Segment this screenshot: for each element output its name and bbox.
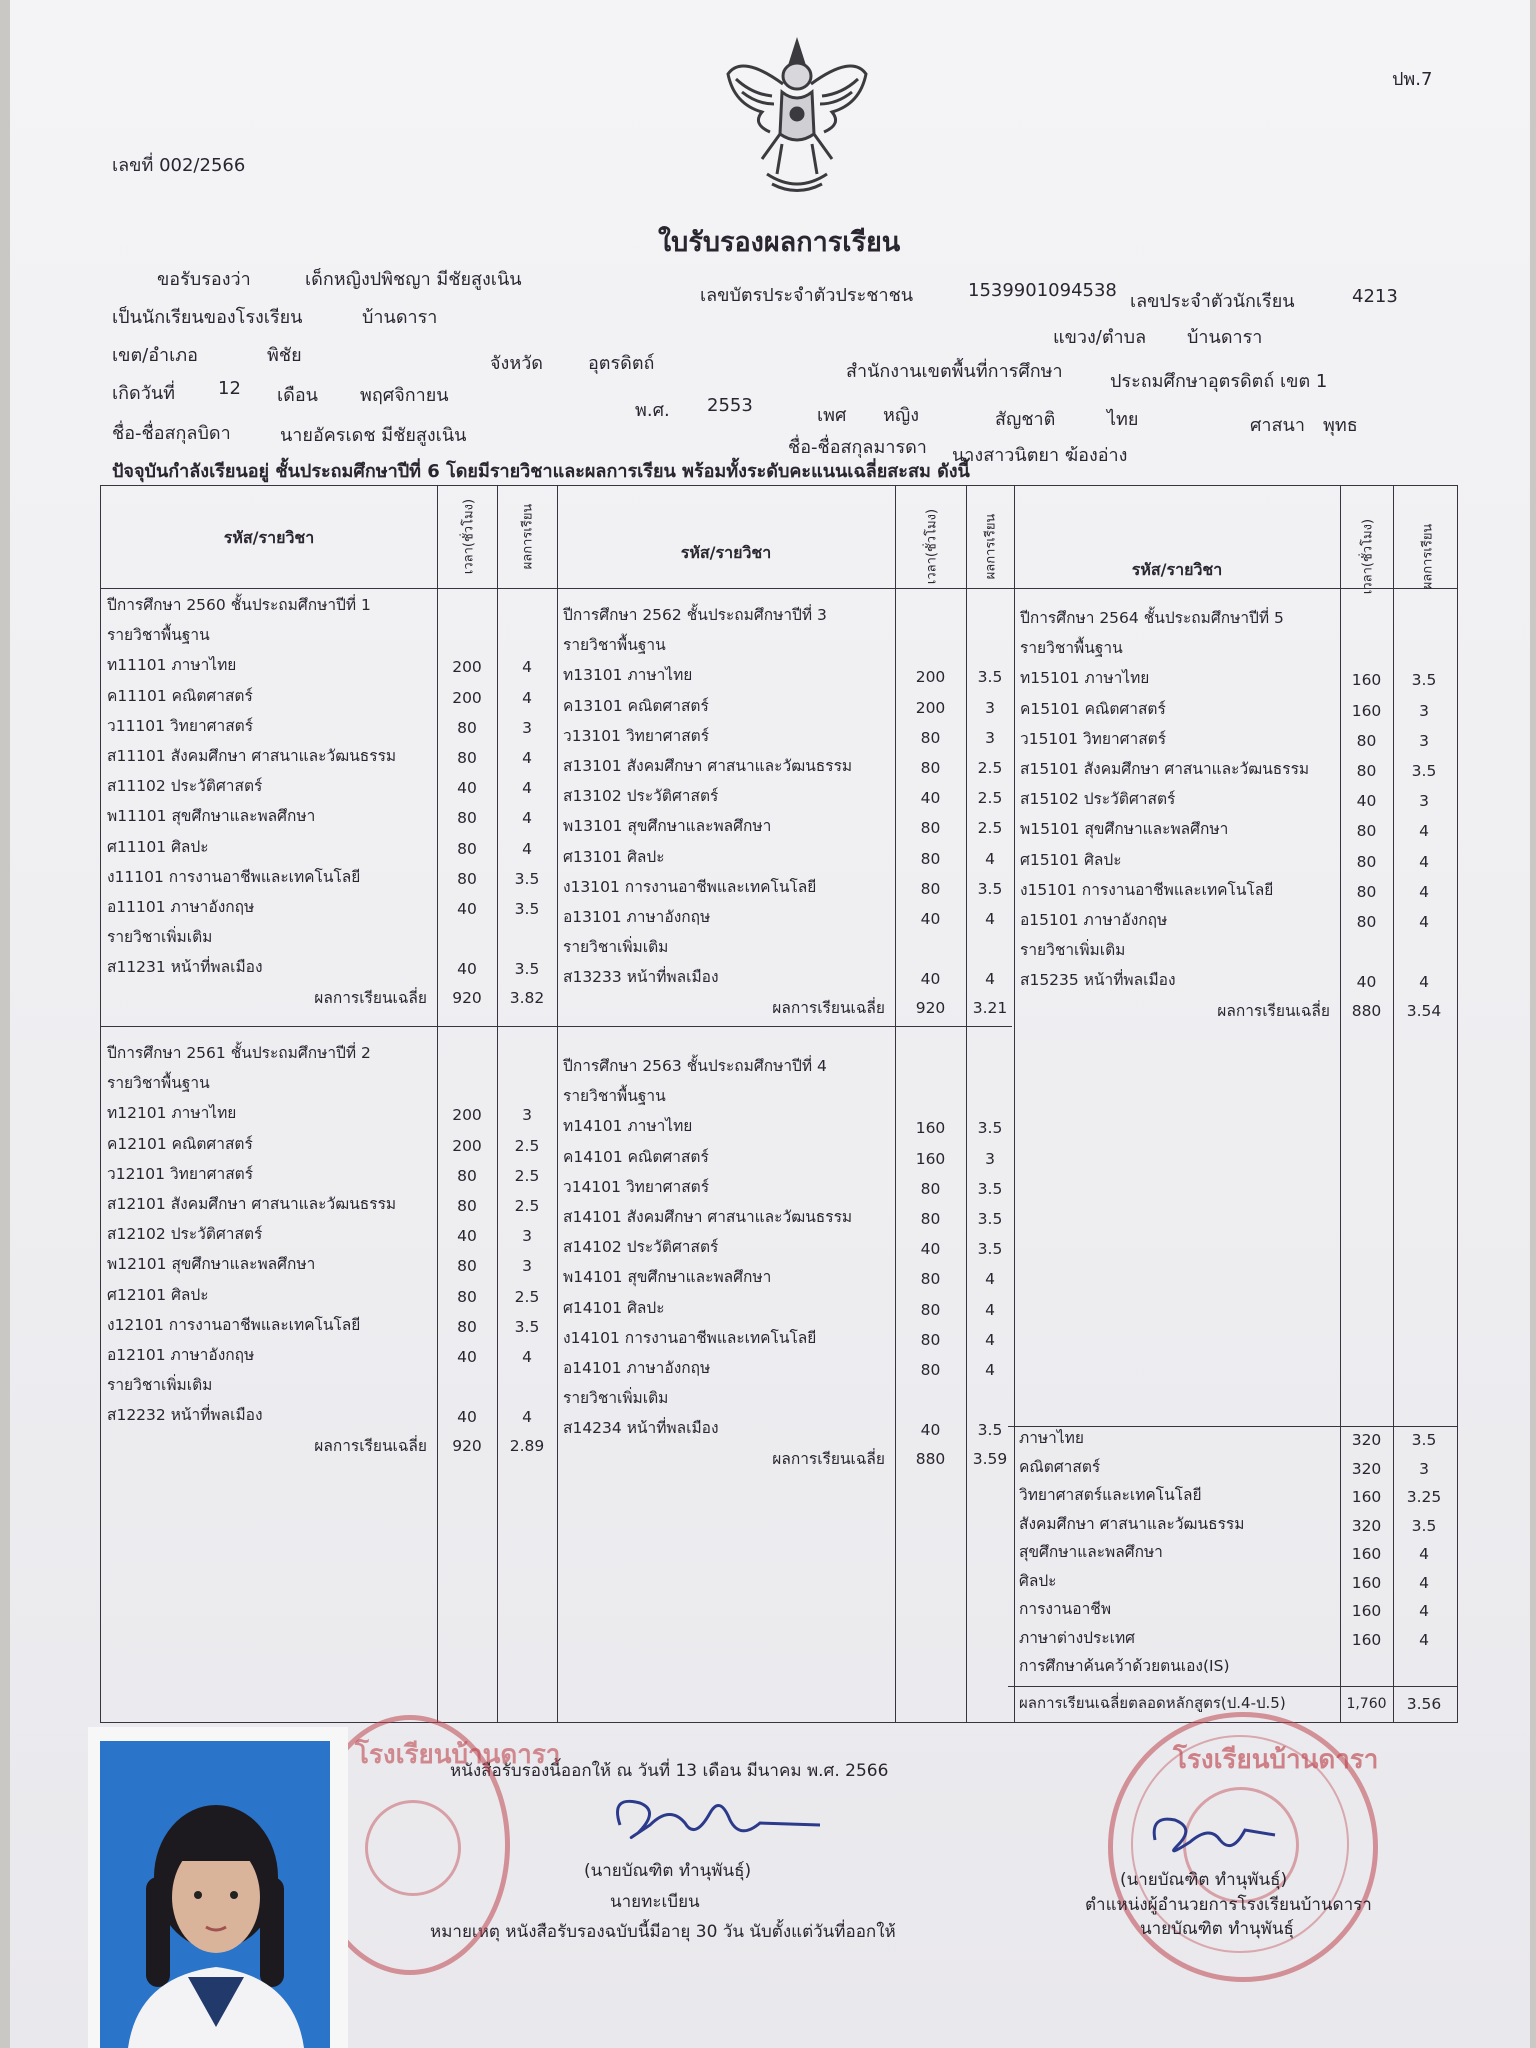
subject-grade: 4 (985, 970, 995, 989)
overall-hours: 1,760 (1346, 1696, 1387, 1712)
subject-grade: 3.5 (977, 879, 1003, 898)
basic-subjects-label: รายวิชาพื้นฐาน (107, 1074, 210, 1093)
summary-subject: ศิลปะ (1019, 1571, 1057, 1590)
document-number: เลขที่ 002/2566 (112, 155, 246, 176)
subject-grade: 4 (1419, 973, 1429, 992)
subject-hours: 40 (920, 970, 941, 989)
subject-grade: 4 (1419, 913, 1429, 931)
subject-name: ศ11101 ศิลปะ (107, 837, 209, 856)
subject-hours: 80 (1356, 762, 1377, 780)
header-subject-2: รหัส/รายวิชา (680, 543, 772, 562)
subject-grade: 2.5 (514, 1197, 540, 1215)
additional-subjects-label: รายวิชาเพิ่มเติม (563, 1389, 669, 1408)
summary-hours: 320 (1351, 1431, 1382, 1449)
header-grade-3: ผลการเรียน (1420, 523, 1436, 590)
header-hours-1: เวลา(ชั่วโมง) (461, 498, 477, 575)
summary-hours: 160 (1351, 1630, 1382, 1649)
subject-hours: 200 (915, 698, 946, 717)
subject-name: ง12101 การงานอาชีพและเทคโนโลยี (107, 1315, 361, 1334)
subject-name: ท11101 ภาษาไทย (107, 656, 237, 675)
subject-grade: 3.5 (977, 1119, 1003, 1138)
summary-grade: 4 (1419, 1630, 1429, 1649)
subject-name: ว13101 วิทยาศาสตร์ (563, 726, 710, 745)
subject-name: พ12101 สุขศึกษาและพลศึกษา (107, 1255, 316, 1274)
nationality-label: สัญชาติ (995, 409, 1056, 430)
nationality: ไทย (1107, 409, 1139, 430)
subject-grade: 3 (1419, 792, 1429, 811)
subject-name: อ13101 ภาษาอังกฤษ (563, 908, 711, 926)
school-label: เป็นนักเรียนของโรงเรียน (112, 307, 303, 328)
subject-hours: 80 (457, 869, 477, 888)
subject-hours: 80 (920, 849, 941, 868)
subject-hours: 40 (920, 910, 941, 928)
subject-hours: 160 (915, 1119, 946, 1138)
subject-hours: 40 (920, 1421, 941, 1440)
student-photo (88, 1727, 348, 2048)
subject-name: พ11101 สุขศึกษาและพลศึกษา (107, 807, 316, 826)
summary-subject: การงานอาชีพ (1019, 1600, 1112, 1618)
grades-table (100, 485, 1458, 1723)
subject-name: ส12102 ประวัติศาสตร์ (107, 1225, 263, 1244)
header-hours-2: เวลา(ชั่วโมง) (924, 508, 940, 585)
summary-subject: สุขศึกษาและพลศึกษา (1019, 1543, 1163, 1561)
director-subname: นายบัณฑิต ทำนุพันธุ์ (1140, 1919, 1294, 1939)
subject-name: ส15102 ประวัติศาสตร์ (1020, 790, 1176, 809)
student-name: เด็กหญิงปพิชญา มีชัยสูงเนิน (305, 269, 522, 290)
id-card-label: เลขบัตรประจำตัวประชาชน (700, 285, 914, 306)
year-header: ปีการศึกษา 2560 ชั้นประถมศึกษาปีที่ 1 (107, 596, 371, 614)
father-label: ชื่อ-ชื่อสกุลบิดา (112, 423, 231, 444)
subject-name: ศ15101 ศิลปะ (1020, 850, 1122, 869)
subject-name: ส14101 สังคมศึกษา ศาสนาและวัฒนธรรม (563, 1208, 853, 1226)
subject-grade: 4 (522, 688, 532, 707)
summary-grade: 3.25 (1406, 1488, 1442, 1506)
subject-grade: 4 (522, 1408, 532, 1427)
director-name: (นายบัณฑิต ทำนุพันธุ์) (1120, 1870, 1288, 1890)
summary-hours: 160 (1351, 1488, 1382, 1506)
sex-label: เพศ (817, 405, 847, 426)
id-card-number: 1539901094538 (968, 280, 1117, 301)
subject-grade: 2.5 (514, 1287, 540, 1306)
mother-label: ชื่อ-ชื่อสกุลมารดา (788, 437, 927, 458)
subject-hours: 80 (920, 1300, 941, 1319)
subject-grade: 3 (985, 1149, 995, 1168)
subject-name: ง15101 การงานอาชีพและเทคโนโลยี (1020, 880, 1274, 899)
subject-grade: 3 (522, 1227, 532, 1246)
area-label: สำนักงานเขตพื้นที่การศึกษา (846, 361, 1063, 382)
subject-name: ท15101 ภาษาไทย (1020, 669, 1150, 688)
subject-hours: 80 (457, 1287, 477, 1306)
summary-hours: 320 (1351, 1516, 1382, 1535)
additional-subjects-label: รายวิชาเพิ่มเติม (563, 938, 669, 957)
summary-subject: วิทยาศาสตร์และเทคโนโลยี (1019, 1486, 1202, 1504)
subject-grade: 4 (522, 809, 532, 828)
subject-name: ส14102 ประวัติศาสตร์ (563, 1238, 719, 1257)
summary-subject: คณิตศาสตร์ (1019, 1457, 1101, 1476)
subject-hours: 80 (920, 819, 941, 838)
subject-grade: 4 (1419, 852, 1429, 871)
subject-grade: 3 (985, 728, 995, 747)
subject-name: อ11101 ภาษาอังกฤษ (107, 898, 255, 916)
average-label: ผลการเรียนเฉลี่ย (1217, 1001, 1330, 1020)
school-name: บ้านดารา (362, 307, 438, 328)
subject-hours: 80 (457, 749, 477, 767)
subject-hours: 200 (452, 1106, 482, 1125)
year-header: ปีการศึกษา 2562 ชั้นประถมศึกษาปีที่ 3 (563, 606, 827, 624)
subject-grade: 3.5 (977, 1240, 1003, 1259)
subject-name: ศ14101 ศิลปะ (563, 1298, 665, 1317)
religion-label: ศาสนา (1250, 415, 1305, 436)
subject-grade: 4 (985, 1300, 995, 1319)
sex: หญิง (883, 405, 919, 426)
total-hours: 920 (915, 998, 946, 1017)
subject-name: ค15101 คณิตศาสตร์ (1020, 699, 1166, 718)
validity-note: หมายเหตุ หนังสือรับรองฉบับนี้มีอายุ 30 วัน นับตั้งแต่วันที่ออกให้ (430, 1922, 896, 1942)
subject-hours: 160 (1351, 701, 1382, 720)
subject-hours: 40 (457, 900, 477, 918)
birth-day-label: เกิดวันที่ (112, 383, 176, 404)
summary-hours: 160 (1351, 1545, 1382, 1563)
subject-name: ว14101 วิทยาศาสตร์ (563, 1177, 710, 1196)
subject-name: ส15235 หน้าที่พลเมือง (1020, 971, 1176, 990)
birth-day: 12 (218, 378, 241, 399)
subject-name: ท14101 ภาษาไทย (563, 1117, 693, 1136)
subject-name: ส15101 สังคมศึกษา ศาสนาและวัฒนธรรม (1020, 760, 1310, 778)
subject-grade: 2.5 (977, 819, 1003, 838)
student-no: 4213 (1352, 286, 1398, 307)
subject-grade: 2.5 (977, 789, 1003, 808)
subject-name: ส12232 หน้าที่พลเมือง (107, 1406, 263, 1425)
subject-name: ส11101 สังคมศึกษา ศาสนาและวัฒนธรรม (107, 747, 397, 765)
subject-name: ท12101 ภาษาไทย (107, 1104, 237, 1123)
subject-name: พ15101 สุขศึกษาและพลศึกษา (1020, 820, 1229, 839)
director-title: ตำแหน่งผู้อำนวยการโรงเรียนบ้านดารา (1085, 1895, 1372, 1915)
subject-name: ว15101 วิทยาศาสตร์ (1020, 729, 1167, 748)
summary-grade: 4 (1419, 1602, 1429, 1620)
father-name: นายอัครเดช มีชัยสูงเนิน (280, 425, 467, 446)
director-signature-icon (1140, 1800, 1290, 1870)
subject-grade: 3.5 (514, 1317, 540, 1336)
subject-grade: 4 (985, 849, 995, 868)
subject-name: ค12101 คณิตศาสตร์ (107, 1134, 253, 1153)
subject-grade: 3.5 (514, 960, 540, 979)
summary-grade: 4 (1419, 1545, 1429, 1563)
subject-grade: 4 (1419, 822, 1429, 841)
registrar-name: (นายบัณฑิต ทำนุพันธุ์) (584, 1861, 752, 1881)
subject-grade: 4 (522, 749, 532, 767)
subject-grade: 2.5 (977, 759, 1003, 777)
subject-hours: 40 (457, 779, 477, 798)
year-header: ปีการศึกษา 2563 ชั้นประถมศึกษาปีที่ 4 (563, 1057, 827, 1075)
subject-name: พ13101 สุขศึกษาและพลศึกษา (563, 817, 772, 836)
subject-grade: 3.5 (514, 900, 540, 918)
grade-average: 3.21 (972, 998, 1008, 1017)
subject-hours: 80 (457, 1197, 477, 1215)
subject-hours: 160 (1351, 671, 1382, 690)
summary-subject: ภาษาต่างประเทศ (1019, 1628, 1136, 1647)
basic-subjects-label: รายวิชาพื้นฐาน (563, 636, 666, 655)
birth-year-label: พ.ศ. (635, 400, 670, 421)
subject-name: ศ13101 ศิลปะ (563, 847, 665, 866)
birth-month: พฤศจิกายน (360, 385, 449, 406)
province: อุตรดิตถ์ (588, 353, 655, 374)
summary-grade: 3 (1419, 1459, 1429, 1478)
subject-grade: 3.5 (1411, 762, 1437, 780)
summary-subject: สังคมศึกษา ศาสนาและวัฒนธรรม (1019, 1514, 1245, 1533)
form-code: ปพ.7 (1392, 69, 1433, 90)
birth-year: 2553 (707, 395, 753, 416)
subject-name: ง13101 การงานอาชีพและเทคโนโลยี (563, 877, 817, 896)
birth-month-label: เดือน (277, 385, 318, 406)
basic-subjects-label: รายวิชาพื้นฐาน (563, 1087, 666, 1106)
subject-grade: 3.5 (1411, 671, 1437, 690)
stamp-right-text: โรงเรียนบ้านดารา (1173, 1745, 1379, 1775)
subject-name: อ15101 ภาษาอังกฤษ (1020, 911, 1168, 929)
subject-hours: 40 (1356, 792, 1377, 811)
summary-subject: การศึกษาค้นคว้าด้วยตนเอง(IS) (1019, 1657, 1230, 1675)
subject-hours: 80 (457, 718, 477, 737)
subject-name: ส13102 ประวัติศาสตร์ (563, 787, 719, 806)
subject-name: ง14101 การงานอาชีพและเทคโนโลยี (563, 1328, 817, 1347)
subject-name: ท13101 ภาษาไทย (563, 666, 693, 685)
subject-grade: 3 (522, 718, 532, 737)
subject-grade: 4 (985, 1270, 995, 1289)
header-grade-2: ผลการเรียน (983, 513, 999, 580)
subject-name: ส12101 สังคมศึกษา ศาสนาและวัฒนธรรม (107, 1195, 397, 1213)
header-subject-3: รหัส/รายวิชา (1131, 560, 1223, 579)
province-label: จังหวัด (490, 353, 543, 374)
header-subject-1: รหัส/รายวิชา (223, 528, 315, 547)
subject-grade: 3.5 (977, 1421, 1003, 1440)
subject-name: ค11101 คณิตศาสตร์ (107, 686, 253, 705)
summary-grade: 3.5 (1411, 1431, 1437, 1449)
subject-grade: 4 (522, 839, 532, 858)
additional-subjects-label: รายวิชาเพิ่มเติม (107, 928, 213, 947)
total-hours: 920 (452, 988, 482, 1007)
additional-subjects-label: รายวิชาเพิ่มเติม (107, 1376, 213, 1395)
subject-hours: 80 (920, 879, 941, 898)
district-label: เขต/อำเภอ (112, 345, 198, 366)
summary-hours: 160 (1351, 1602, 1382, 1620)
student-no-label: เลขประจำตัวนักเรียน (1130, 291, 1295, 312)
year-header: ปีการศึกษา 2564 ชั้นประถมศึกษาปีที่ 5 (1020, 609, 1284, 627)
subject-name: ว12101 วิทยาศาสตร์ (107, 1164, 254, 1183)
subject-grade: 3 (522, 1257, 532, 1276)
header-grade-1: ผลการเรียน (520, 503, 536, 570)
grade-average: 3.82 (509, 988, 545, 1007)
subject-name: ส13101 สังคมศึกษา ศาสนาและวัฒนธรรม (563, 757, 853, 775)
basic-subjects-label: รายวิชาพื้นฐาน (1020, 639, 1123, 658)
subject-hours: 80 (1356, 852, 1377, 871)
subject-hours: 200 (915, 668, 946, 687)
garuda-emblem-icon (722, 34, 872, 199)
subject-grade: 2.5 (514, 1136, 540, 1155)
subject-hours: 80 (920, 1210, 941, 1228)
subject-grade: 3.5 (977, 1210, 1003, 1228)
document-title: ใบรับรองผลการเรียน (658, 227, 901, 258)
subject-grade: 3 (1419, 731, 1429, 750)
total-hours: 880 (915, 1449, 946, 1468)
subject-hours: 160 (915, 1149, 946, 1168)
subject-hours: 40 (457, 1408, 477, 1427)
subject-grade: 3.5 (514, 869, 540, 888)
subject-hours: 200 (452, 1136, 482, 1155)
subject-hours: 80 (920, 728, 941, 747)
subject-hours: 200 (452, 688, 482, 707)
subject-name: ศ12101 ศิลปะ (107, 1285, 209, 1304)
subdistrict: บ้านดารา (1187, 327, 1263, 348)
grade-average: 2.89 (509, 1436, 545, 1455)
mother-name: นางสาวนิตยา ฆ้องอ่าง (952, 445, 1128, 466)
subject-name: ค14101 คณิตศาสตร์ (563, 1147, 709, 1166)
subject-hours: 40 (1356, 973, 1377, 992)
average-label: ผลการเรียนเฉลี่ย (314, 988, 427, 1007)
registrar-signature-icon (590, 1785, 840, 1855)
subject-hours: 80 (457, 839, 477, 858)
additional-subjects-label: รายวิชาเพิ่มเติม (1020, 941, 1126, 960)
subject-name: ส14234 หน้าที่พลเมือง (563, 1419, 719, 1438)
subject-grade: 3.5 (977, 668, 1003, 687)
average-label: ผลการเรียนเฉลี่ย (314, 1436, 427, 1455)
subject-hours: 80 (920, 759, 941, 777)
subject-grade: 2.5 (514, 1166, 540, 1185)
summary-hours: 160 (1351, 1573, 1382, 1592)
subject-grade: 3 (1419, 701, 1429, 720)
subject-name: พ14101 สุขศึกษาและพลศึกษา (563, 1268, 772, 1287)
subject-hours: 80 (920, 1179, 941, 1198)
subject-grade: 4 (1419, 882, 1429, 901)
summary-subject: ภาษาไทย (1019, 1429, 1084, 1447)
subject-hours: 200 (452, 658, 482, 677)
subject-hours: 40 (457, 1227, 477, 1246)
certify-label: ขอรับรองว่า (157, 269, 251, 290)
subject-hours: 80 (457, 1317, 477, 1336)
summary-grade: 3.5 (1411, 1516, 1437, 1535)
subject-hours: 80 (457, 1166, 477, 1185)
subject-grade: 3 (985, 698, 995, 717)
religion: พุทธ (1323, 415, 1358, 436)
subject-hours: 80 (1356, 731, 1377, 750)
subject-hours: 80 (1356, 822, 1377, 841)
subject-hours: 80 (1356, 913, 1377, 931)
basic-subjects-label: รายวิชาพื้นฐาน (107, 626, 210, 645)
subject-hours: 80 (920, 1330, 941, 1349)
current-status-line: ปัจจุบันกำลังเรียนอยู่ ชั้นประถมศึกษาปีที่ 6 โดยมีรายวิชาและผลการเรียน พร้อมทั้งระดับคะแนนเฉลี่ยสะสม ดังนี้ (112, 461, 970, 482)
grade-average: 3.59 (972, 1449, 1008, 1468)
area: ประถมศึกษาอุตรดิตถ์ เขต 1 (1110, 371, 1328, 392)
summary-hours: 320 (1351, 1459, 1382, 1478)
registrar-title: นายทะเบียน (610, 1892, 700, 1912)
subject-hours: 80 (920, 1361, 941, 1379)
subject-hours: 40 (920, 789, 941, 808)
average-label: ผลการเรียนเฉลี่ย (772, 998, 885, 1017)
subject-grade: 3.5 (977, 1179, 1003, 1198)
stamp-left-text: โรงเรียนบ้านดารา (355, 1740, 561, 1770)
year-header: ปีการศึกษา 2561 ชั้นประถมศึกษาปีที่ 2 (107, 1044, 371, 1062)
subject-hours: 40 (457, 1348, 477, 1366)
subject-name: อ12101 ภาษาอังกฤษ (107, 1346, 255, 1364)
subject-grade: 4 (522, 1348, 532, 1366)
subject-grade: 3 (522, 1106, 532, 1125)
subject-hours: 80 (1356, 882, 1377, 901)
total-hours: 920 (452, 1436, 482, 1455)
subject-grade: 4 (985, 1330, 995, 1349)
subject-name: อ14101 ภาษาอังกฤษ (563, 1359, 711, 1377)
subject-hours: 80 (920, 1270, 941, 1289)
subject-grade: 4 (985, 1361, 995, 1379)
subject-grade: 4 (522, 658, 532, 677)
subject-hours: 80 (457, 1257, 477, 1276)
subject-name: ส13233 หน้าที่พลเมือง (563, 968, 719, 987)
subject-name: ค13101 คณิตศาสตร์ (563, 696, 709, 715)
subject-name: ง11101 การงานอาชีพและเทคโนโลยี (107, 867, 361, 886)
subject-hours: 80 (457, 809, 477, 828)
subject-hours: 40 (920, 1240, 941, 1259)
subject-hours: 40 (457, 960, 477, 979)
subject-grade: 4 (985, 910, 995, 928)
overall-grade: 3.56 (1406, 1695, 1442, 1713)
average-label: ผลการเรียนเฉลี่ย (772, 1449, 885, 1468)
subject-grade: 4 (522, 779, 532, 798)
subject-name: ส11231 หน้าที่พลเมือง (107, 958, 263, 977)
subject-name: ว11101 วิทยาศาสตร์ (107, 716, 254, 735)
grade-average: 3.54 (1406, 1001, 1442, 1020)
overall-label: ผลการเรียนเฉลี่ยตลอดหลักสูตร(ป.4-ป.5) (1019, 1694, 1286, 1712)
subject-name: ส11102 ประวัติศาสตร์ (107, 777, 263, 796)
total-hours: 880 (1351, 1001, 1382, 1020)
header-hours-3: เวลา(ชั่วโมง) (1360, 518, 1376, 595)
district: พิชัย (267, 345, 302, 366)
issue-statement: หนังสือรับรองนี้ออกให้ ณ วันที่ 13 เดือน มีนาคม พ.ศ. 2566 (450, 1761, 889, 1781)
summary-grade: 4 (1419, 1573, 1429, 1592)
subdistrict-label: แขวง/ตำบล (1053, 327, 1147, 348)
